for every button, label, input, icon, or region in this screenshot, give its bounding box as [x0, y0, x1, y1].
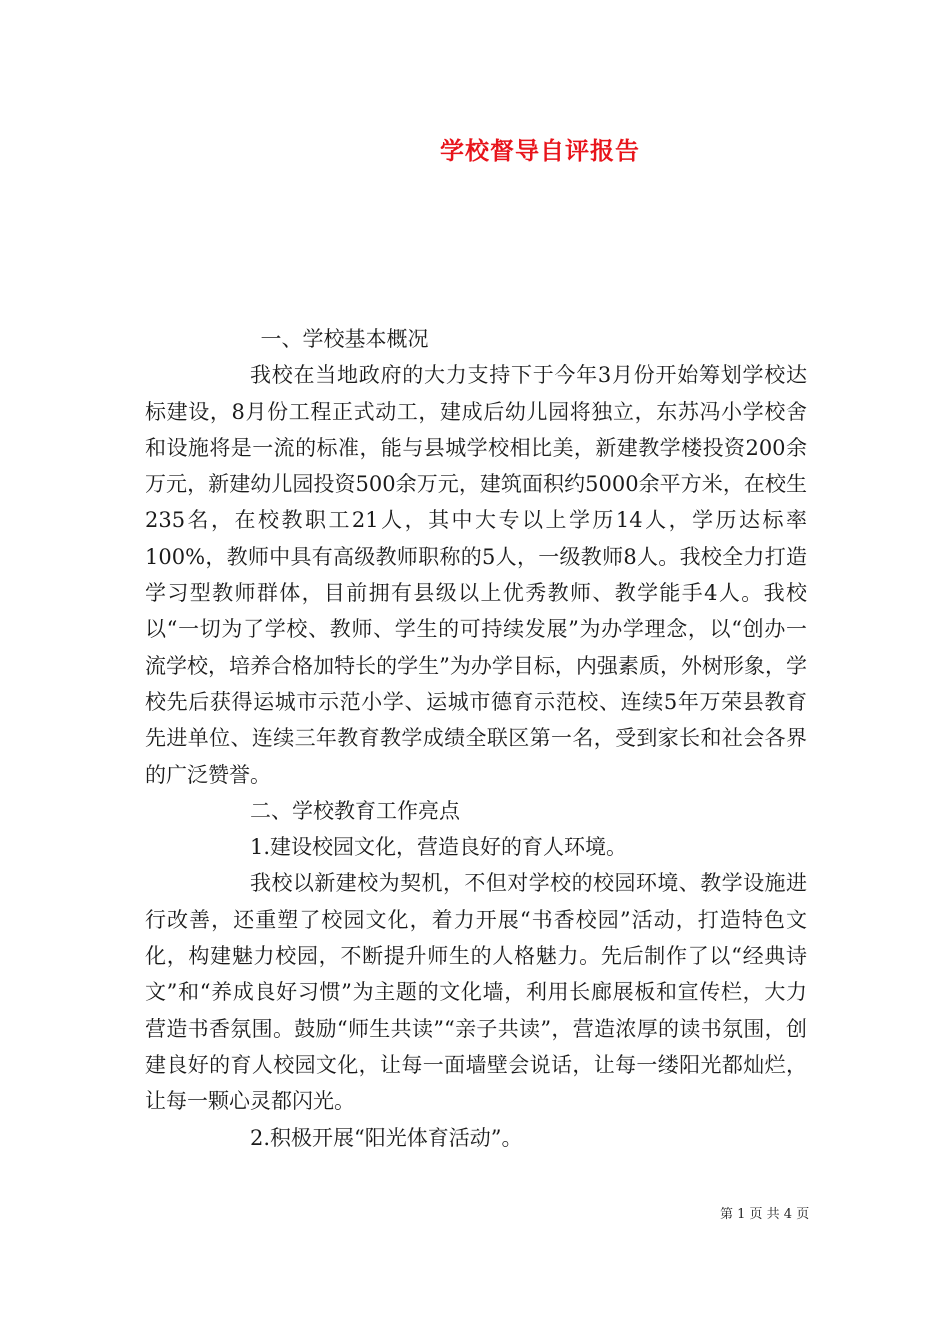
section-heading-highlights: 二、学校教育工作亮点: [250, 798, 460, 823]
subsection-heading-campus-culture: 1.建设校园文化，营造良好的育人环境。: [250, 835, 628, 860]
section-heading-overview: 一、学校基本概况: [260, 327, 429, 351]
subsection-heading-sunshine-sports: 2.积极开展“阳光体育活动”。: [250, 1125, 523, 1150]
document-title: 学校督导自评报告: [440, 137, 640, 165]
paragraph-campus-culture: 我校以新建校为契机，不但对学校的校园环境、教学设施进行改善，还重塑了校园文化，着力开展“书香校园”活动，打造特色文化，构建魅力校园，不断提升师生的人格魅力。先后制作了以“经典诗文”和“养成良好习惯”为主题的文化墙，利用长廊展板和宣传栏，大力营造书香氛围。鼓励“师生共读”“亲子共读”，营造浓厚的读书氛围，创建良好的育人校园文化，让每一面墙壁会说话，让每一缕阳光都灿烂，让每一颗心灵都闪光。: [145, 871, 807, 1114]
document-body: [145, 321, 807, 1156]
paragraph-overview: 我校在当地政府的大力支持下于今年3月份开始筹划学校达标建设，8月份工程正式动工，建成后幼儿园将独立，东苏冯小学校舍和设施将是一流的标准，能与县城学校相比美，新建教学楼投资200余万元，新建幼儿园投资500余万元，建筑面积约5000余平方米，在校生235名，在校教职工21人，其中大专以上学历14人，学历达标率100%，教师中具有高级教师职称的5人，一级教师8人。我校全力打造学习型教师群体，目前拥有县级以上优秀教师、教学能手4人。我校以“一切为了学校、教师、学生的可持续发展”为办学理念，以“创办一流学校，培养合格加特长的学生”为办学目标，内强素质，外树形象，学校先后获得运城市示范小学、运城市德育示范校、连续5年万荣县教育先进单位、连续三年教育教学成绩全联区第一名，受到家长和社会各界的广泛赞誉。: [145, 363, 807, 787]
page-number: 第 1 页 共 4 页: [720, 1207, 810, 1222]
